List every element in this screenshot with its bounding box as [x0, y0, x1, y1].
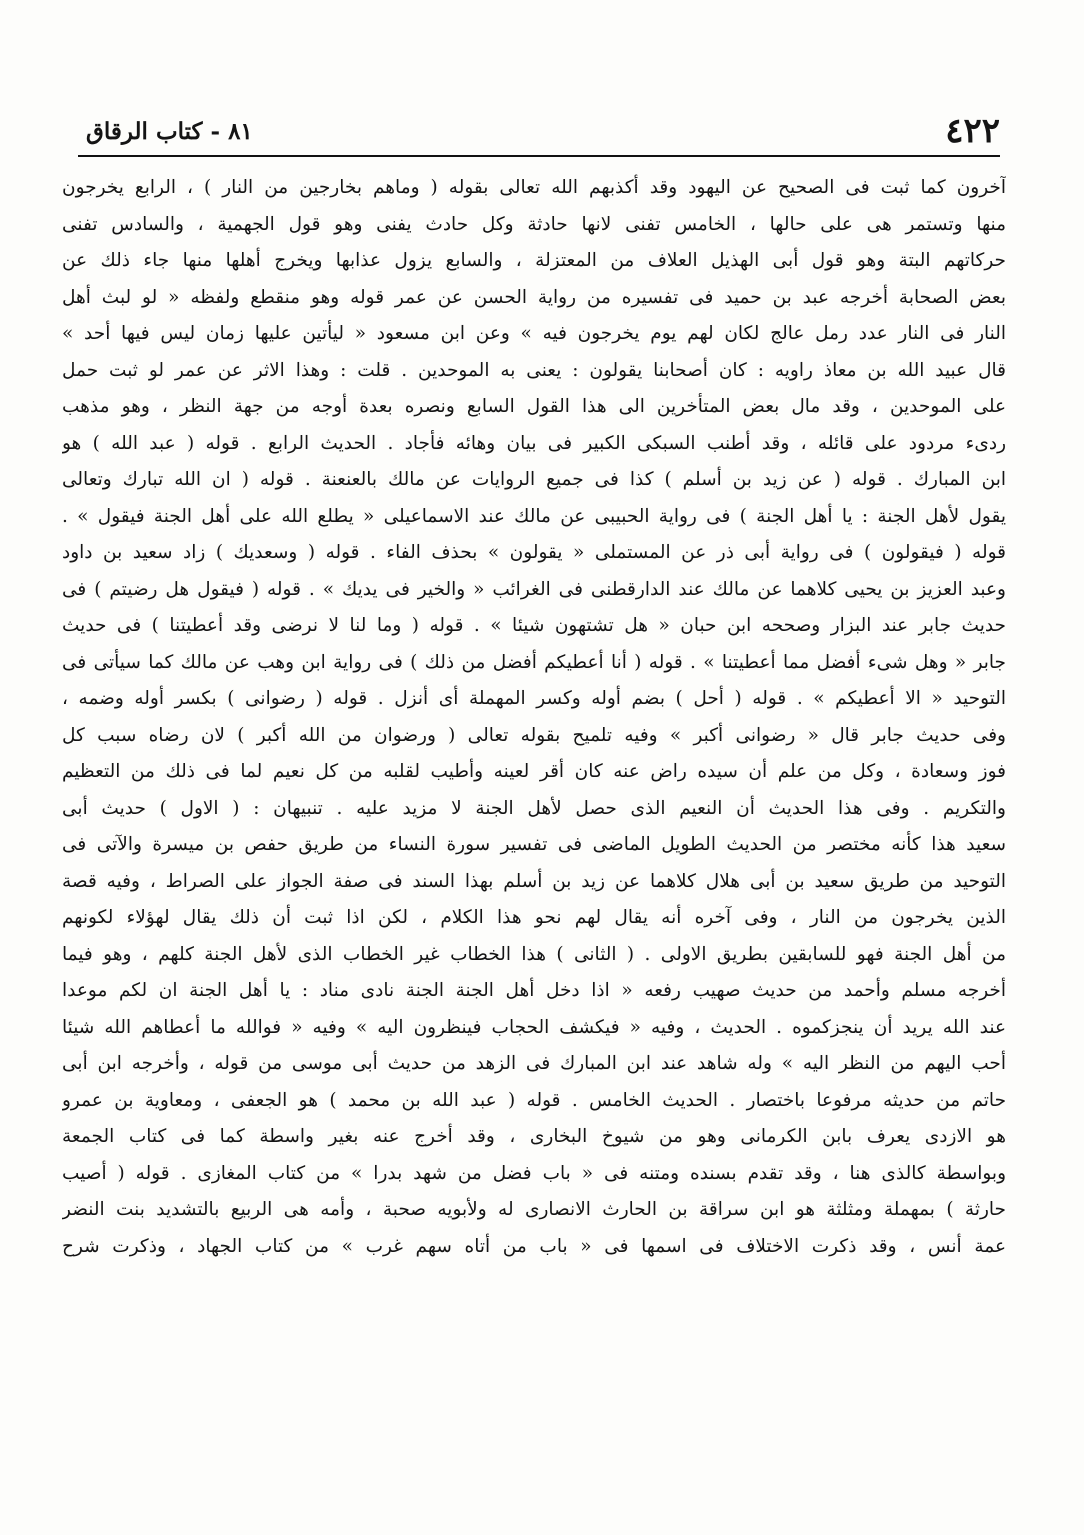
text-line: أخرجه مسلم وأحمد من حديث صهيب رفعه « اذا دخل أهل الجنة الجنة نادى مناد : يا أهل الجنة ان لكم موعدا	[62, 980, 1006, 1001]
text-line: منها وتستمر هى على حالها ، الخامس تفنى لانها حادثة وكل حادث يفنى وهو قول الجهمية ، والسادس تفنى	[62, 213, 1006, 235]
text-line: على الموحدين ، وقد مال بعض المتأخرين الى هذا القول السابع ونصره بعدة أوجه من جهة النظر ، وهو مذهب	[62, 396, 1006, 417]
text-line: حاتم من حديثه مرفوعا باختصار . الحديث الخامس . قوله ( عبد الله بن محمد ) هو الجعفى ، ومعاوية بن عمرو	[62, 1089, 1006, 1111]
text-line: يقول لأهل الجنة : يا أهل الجنة ) فى رواية الحبيبى عن مالك عند الاسماعيلى « يطلع الله على أهل الجنة فيقول » .	[62, 505, 1006, 527]
running-head: ٨١ - كتاب الرقاق	[86, 118, 253, 145]
text-line: حديث جابر عند البزار وصححه ابن حبان « هل تشتهون شيئا » . قوله ( وما لنا لا نرضى وقد أعطيتنا ) فى حديث	[62, 615, 1006, 636]
text-line: النار فى النار عدد رمل عالج لكان لهم يوم يخرجون فيه » وعن ابن مسعود « ليأتين عليها زمان ليس فيها أحد »	[62, 323, 1006, 344]
text-line: ردىء مردود على قائله ، وقد أطنب السبكى الكبير فى بيان وهائه فأجاد . الحديث الرابع . قوله ( عبد الله ) هو	[62, 432, 1006, 454]
text-line: قال عبيد الله بن معاذ راويه : كان أصحابنا يقولون : يعنى به الموحدين . قلت : وهذا الاثر عن عمر لو ثبت حمل	[62, 359, 1006, 381]
text-line: ابن المبارك . قوله ( عن زيد بن أسلم ) كذا فى جميع الروايات عن مالك بالعنعنة . قوله ( ان الله تبارك وتعالى	[62, 469, 1006, 490]
text-line: جابر « وهل شىء أفضل مما أعطيتنا » . قوله ( أنا أعطيكم أفضل من ذلك ) فى رواية ابن وهب عن مالك كما سيأتى فى	[62, 651, 1006, 673]
text-line: عمة أنس ، وقد ذكرت الاختلاف فى اسمها فى « باب من أتاه سهم غرب » من كتاب الجهاد ، وذكرت شرح	[62, 1235, 1006, 1257]
text-line: التوحيد من طريق سعيد بن أبى هلال كلاهما عن زيد بن أسلم بهذا السند فى صفة الجواز على الصراط ، وفيه قصة	[62, 870, 1006, 892]
header-rule	[78, 155, 1000, 157]
body-text	[62, 170, 1006, 1510]
text-line: الذين يخرجون من النار ، وفى آخره أنه يقال لهم نحو هذا الكلام ، لكن اذا ثبت أن ذلك يقال لهؤلاء لكونهم	[62, 907, 1006, 928]
text-line: آخرون كما ثبت فى الصحيح عن اليهود وقد أكذبهم الله تعالى بقوله ( وماهم بخارجين من النار ) ، الرابع يخرجون	[62, 177, 1006, 198]
text-line: حركاتهم البتة وهو قول أبى الهذيل العلاف من المعتزلة ، والسابع يزول عذابها ويخرج أهلها منها جاء ذلك عن	[62, 250, 1006, 271]
text-line: التوحيد « الا أعطيكم » . قوله ( أحل ) بضم أوله وكسر المهملة أى أنزل . قوله ( رضوانى ) بكسر أوله وضمه ،	[62, 688, 1006, 709]
text-line: وفى حديث جابر قال « رضوانى أكبر » وفيه تلميح بقوله تعالى ( ورضوان من الله أكبر ) لان رضاه سبب كل	[62, 724, 1006, 746]
page-header	[78, 110, 1000, 152]
text-line: والتكريم . وفى هذا الحديث أن النعيم الذى حصل لأهل الجنة لا مزيد عليه . تنبيهان : ( الاول ) حديث أبى	[62, 797, 1006, 819]
text-line: فوز وسعادة ، وكل من علم أن سيده راض عنه كان أقر لعينه وأطيب لقلبه من كل نعيم لما فى ذلك من التعظيم	[62, 761, 1006, 782]
text-line: بعض الصحابة أخرجه عبد بن حميد فى تفسيره من رواية الحسن عن عمر قوله وهو منقطع ولفظه « لو لبث أهل	[62, 286, 1006, 308]
text-line: حارثة ) بمهملة ومثلثة هو ابن سراقة بن الحارث الانصارى له ولأبويه صحبة ، وأمه هى الربيع بالتشديد بنت النضر	[62, 1199, 1006, 1220]
text-line: وبواسطة كالذى هنا ، وقد تقدم بسنده ومتنه فى « باب فضل من شهد بدرا » من كتاب المغازى . قوله ( أصيب	[62, 1162, 1006, 1184]
text-line: هو الازدى يعرف بابن الكرمانى وهو من شيوخ البخارى ، وقد أخرج عنه بغير واسطة كما فى كتاب الجمعة	[62, 1126, 1006, 1147]
text-line: قوله ( فيقولون ) فى رواية أبى ذر عن المستملى « يقولون » بحذف الفاء . قوله ( وسعديك ) زاد سعيد بن داود	[62, 542, 1006, 563]
text-line: أحب اليهم من النظر اليه » وله شاهد عند ابن المبارك فى الزهد من حديث أبى موسى من قوله ، وأخرجه ابن أبى	[62, 1053, 1006, 1074]
text-line: سعيد هذا كأنه مختصر من الحديث الطويل الماضى فى تفسير سورة النساء من طريق حفص بن ميسرة والآتى فى	[62, 834, 1006, 855]
text-line: من أهل الجنة فهو للسابقين بطريق الاولى . ( الثانى ) هذا الخطاب غير الخطاب الذى لأهل الجنة كلهم ، وهو فيما	[62, 943, 1006, 965]
text-line: عند الله يريد أن ينجزكموه . الحديث ، وفيه « فيكشف الحجاب فينظرون اليه » وفيه « فوالله ما أعطاهم الله شيئا	[62, 1016, 1006, 1038]
page-number: ٤٢٢	[945, 111, 1000, 151]
text-line: وعبد العزيز بن يحيى كلاهما عن مالك عند الدارقطنى فى الغرائب « والخير فى يديك » . قوله ( فيقول هل رضيتم ) فى	[62, 578, 1006, 600]
